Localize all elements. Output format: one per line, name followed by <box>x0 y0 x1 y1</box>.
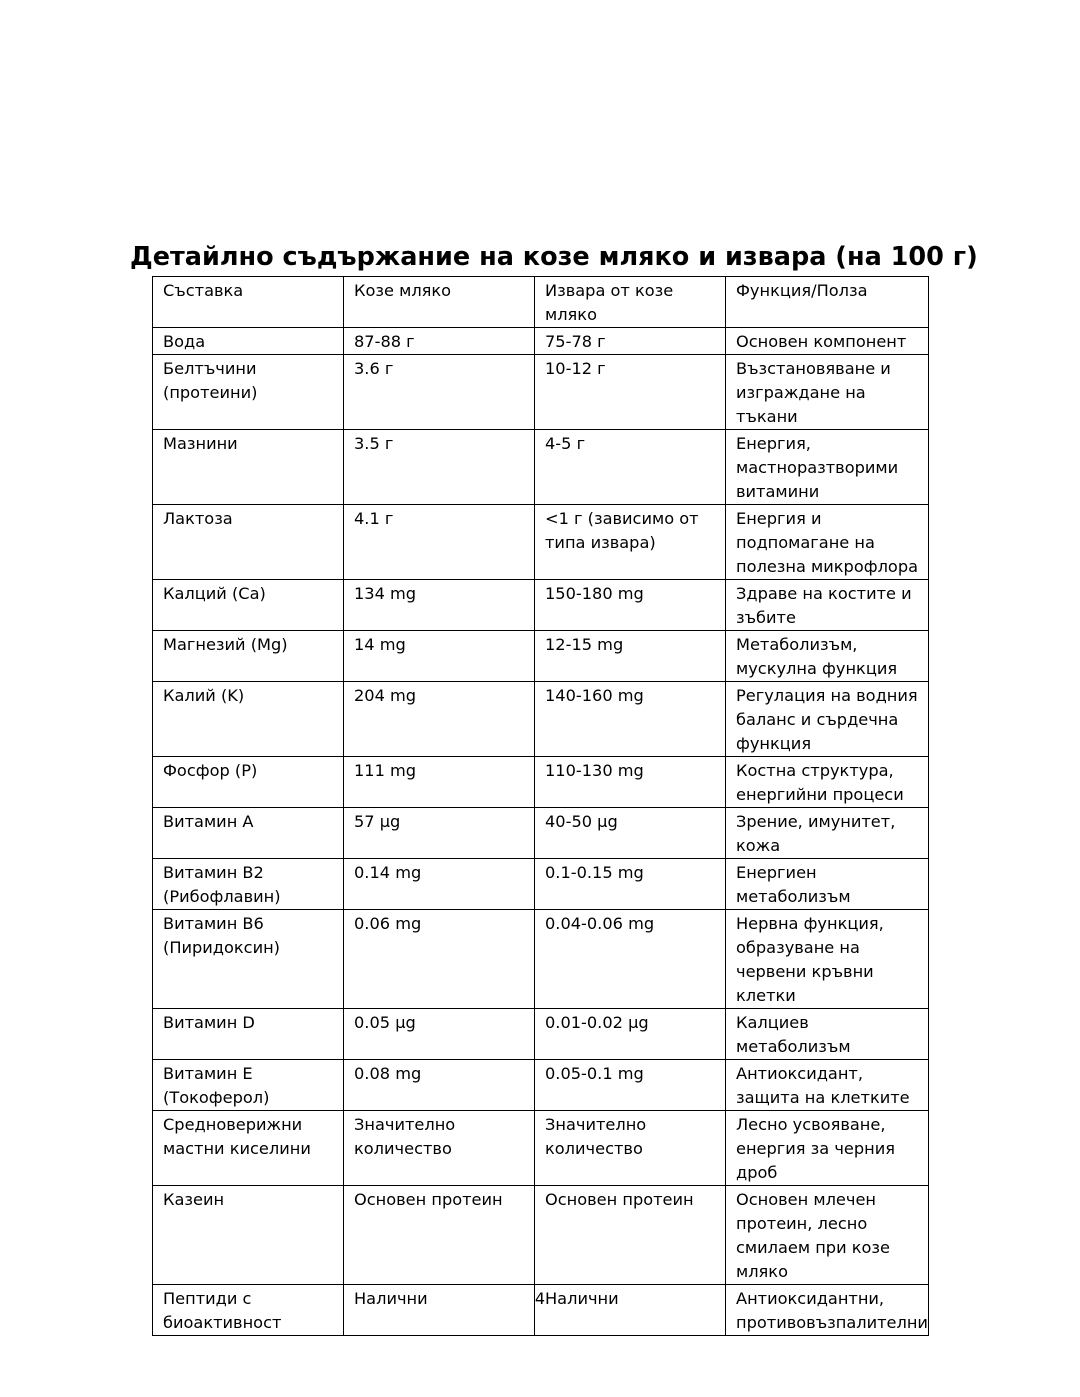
cell-goat-curd: 0.05-0.1 mg <box>535 1060 726 1111</box>
cell-ingredient: Пептиди с биоактивност <box>153 1285 344 1336</box>
cell-goat-milk: Налични <box>344 1285 535 1336</box>
cell-goat-milk: 3.5 г <box>344 430 535 505</box>
table-row <box>153 757 929 808</box>
table-row <box>153 430 929 505</box>
cell-goat-curd: 12-15 mg <box>535 631 726 682</box>
cell-goat-milk: 87-88 г <box>344 328 535 355</box>
cell-ingredient: Вода <box>153 328 344 355</box>
page-number: 4 <box>534 1289 546 1308</box>
cell-function: Антиоксидантни, противовъзпалителни <box>726 1285 929 1336</box>
cell-goat-milk: 14 mg <box>344 631 535 682</box>
cell-goat-curd: Значително количество <box>535 1111 726 1186</box>
cell-goat-milk: 57 µg <box>344 808 535 859</box>
table-row <box>153 682 929 757</box>
nutrition-table <box>152 276 929 1336</box>
cell-goat-curd: 4-5 г <box>535 430 726 505</box>
cell-function: Метаболизъм, мускулна функция <box>726 631 929 682</box>
cell-function: Зрение, имунитет, кожа <box>726 808 929 859</box>
table-row <box>153 859 929 910</box>
cell-goat-curd: 75-78 г <box>535 328 726 355</box>
cell-goat-milk: 0.05 µg <box>344 1009 535 1060</box>
cell-function: Основен млечен протеин, лесно смилаем при козе мляко <box>726 1186 929 1285</box>
cell-function: Основен компонент <box>726 328 929 355</box>
nutrition-table-body <box>153 277 929 1336</box>
cell-ingredient: Витамин D <box>153 1009 344 1060</box>
cell-function: Нервна функция, образуване на червени кръвни клетки <box>726 910 929 1009</box>
cell-ingredient: Витамин E (Токоферол) <box>153 1060 344 1111</box>
cell-goat-curd: Налични <box>535 1285 726 1336</box>
table-row <box>153 808 929 859</box>
cell-goat-milk: 204 mg <box>344 682 535 757</box>
page-title: Детайлно съдържание на козе мляко и извара (на 100 г) <box>130 242 978 272</box>
cell-goat-milk: 134 mg <box>344 580 535 631</box>
cell-goat-milk: 4.1 г <box>344 505 535 580</box>
table-row <box>153 1111 929 1186</box>
table-row <box>153 328 929 355</box>
table-row <box>153 1009 929 1060</box>
header-cell-ingredient: Съставка <box>153 277 344 328</box>
cell-goat-curd: 0.1-0.15 mg <box>535 859 726 910</box>
cell-function: Енергия и подпомагане на полезна микрофлора <box>726 505 929 580</box>
header-cell-goat-curd: Извара от козе мляко <box>535 277 726 328</box>
table-row <box>153 910 929 1009</box>
cell-ingredient: Витамин B2 (Рибофлавин) <box>153 859 344 910</box>
table-row <box>153 580 929 631</box>
cell-goat-curd: 10-12 г <box>535 355 726 430</box>
cell-goat-curd: 40-50 µg <box>535 808 726 859</box>
cell-ingredient: Фосфор (P) <box>153 757 344 808</box>
cell-function: Енергия, мастноразтворими витамини <box>726 430 929 505</box>
cell-goat-milk: 3.6 г <box>344 355 535 430</box>
cell-goat-curd: 0.01-0.02 µg <box>535 1009 726 1060</box>
cell-goat-milk: Значително количество <box>344 1111 535 1186</box>
cell-ingredient: Средноверижни мастни киселини <box>153 1111 344 1186</box>
cell-function: Енергиен метаболизъм <box>726 859 929 910</box>
cell-ingredient: Витамин B6 (Пиридоксин) <box>153 910 344 1009</box>
cell-goat-milk: 0.08 mg <box>344 1060 535 1111</box>
cell-goat-milk: 0.06 mg <box>344 910 535 1009</box>
table-row <box>153 1060 929 1111</box>
cell-goat-curd: <1 г (зависимо от типа извара) <box>535 505 726 580</box>
table-row <box>153 355 929 430</box>
cell-goat-milk: Основен протеин <box>344 1186 535 1285</box>
cell-goat-milk: 0.14 mg <box>344 859 535 910</box>
cell-ingredient: Калций (Ca) <box>153 580 344 631</box>
cell-function: Регулация на водния баланс и сърдечна функция <box>726 682 929 757</box>
header-cell-function: Функция/Полза <box>726 277 929 328</box>
header-cell-goat-milk: Козе мляко <box>344 277 535 328</box>
cell-function: Калциев метаболизъм <box>726 1009 929 1060</box>
cell-ingredient: Мазнини <box>153 430 344 505</box>
cell-function: Лесно усвояване, енергия за черния дроб <box>726 1111 929 1186</box>
cell-goat-curd: 110-130 mg <box>535 757 726 808</box>
cell-ingredient: Магнезий (Mg) <box>153 631 344 682</box>
cell-goat-curd: Основен протеин <box>535 1186 726 1285</box>
cell-ingredient: Казеин <box>153 1186 344 1285</box>
table-row <box>153 631 929 682</box>
cell-function: Костна структура, енергийни процеси <box>726 757 929 808</box>
cell-goat-curd: 150-180 mg <box>535 580 726 631</box>
cell-goat-curd: 0.04-0.06 mg <box>535 910 726 1009</box>
cell-ingredient: Белтъчини (протеини) <box>153 355 344 430</box>
cell-function: Възстановяване и изграждане на тъкани <box>726 355 929 430</box>
cell-ingredient: Калий (K) <box>153 682 344 757</box>
cell-goat-curd: 140-160 mg <box>535 682 726 757</box>
cell-goat-milk: 111 mg <box>344 757 535 808</box>
table-row <box>153 505 929 580</box>
cell-ingredient: Лактоза <box>153 505 344 580</box>
header-row <box>153 277 929 328</box>
cell-function: Здраве на костите и зъбите <box>726 580 929 631</box>
cell-ingredient: Витамин A <box>153 808 344 859</box>
cell-function: Антиоксидант, защита на клетките <box>726 1060 929 1111</box>
table-row <box>153 1186 929 1285</box>
